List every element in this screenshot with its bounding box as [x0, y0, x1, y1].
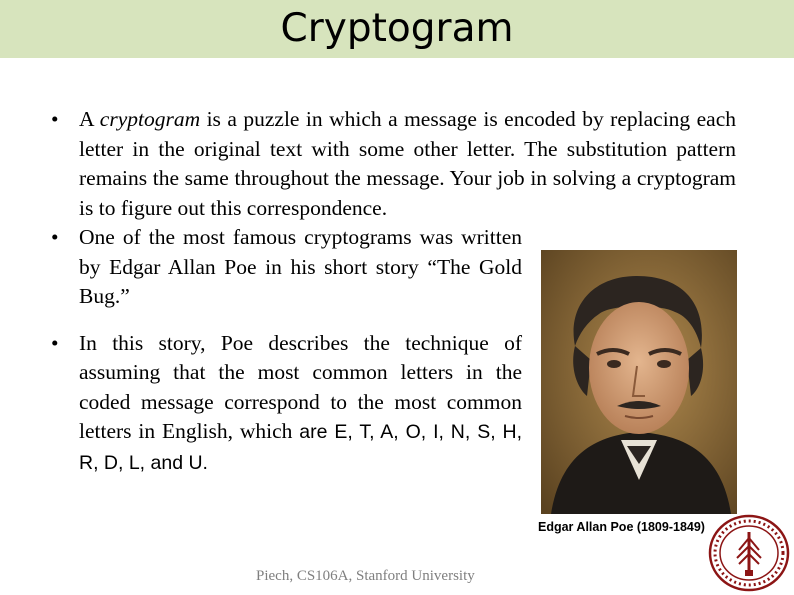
bullet-dot: •: [51, 330, 59, 355]
bullet-3-text: In this story, Poe describes the technique of assuming that the most common letters in the coded message correspond to the most common letters in English, which: [79, 330, 522, 443]
bullet-2-text: One of the most famous cryptograms was written by Edgar Allan Poe in his short story “The Gold Bug.”: [79, 225, 522, 308]
bullet-1-pre: A: [79, 107, 100, 131]
bullet-dot: •: [51, 107, 59, 131]
bullet-3-letters: are E, T, A, O, I, N, S, H, R, D, L, and U.: [79, 421, 523, 474]
slide-title: Cryptogram: [280, 6, 514, 51]
bullet-1-term: cryptogram: [99, 107, 201, 131]
bullet-1-post: is a puzzle in which a message is encoded by replacing each letter in the original text with some other letter. The substitution pattern remains the same throughout the message. Your job in solving a cryptogram is to figure out this correspondence.: [79, 107, 736, 220]
footer-credit: Piech, CS106A, Stanford University: [256, 568, 475, 584]
bullet-dot: •: [51, 225, 59, 249]
poe-portrait: [541, 250, 737, 514]
bullet-technique: [48, 329, 522, 479]
bullet-gold-bug: [48, 223, 522, 312]
bullet-cryptogram-definition: [48, 105, 736, 223]
stanford-seal-icon: [708, 514, 790, 592]
portrait-caption: Edgar Allan Poe (1809-1849): [538, 520, 705, 534]
